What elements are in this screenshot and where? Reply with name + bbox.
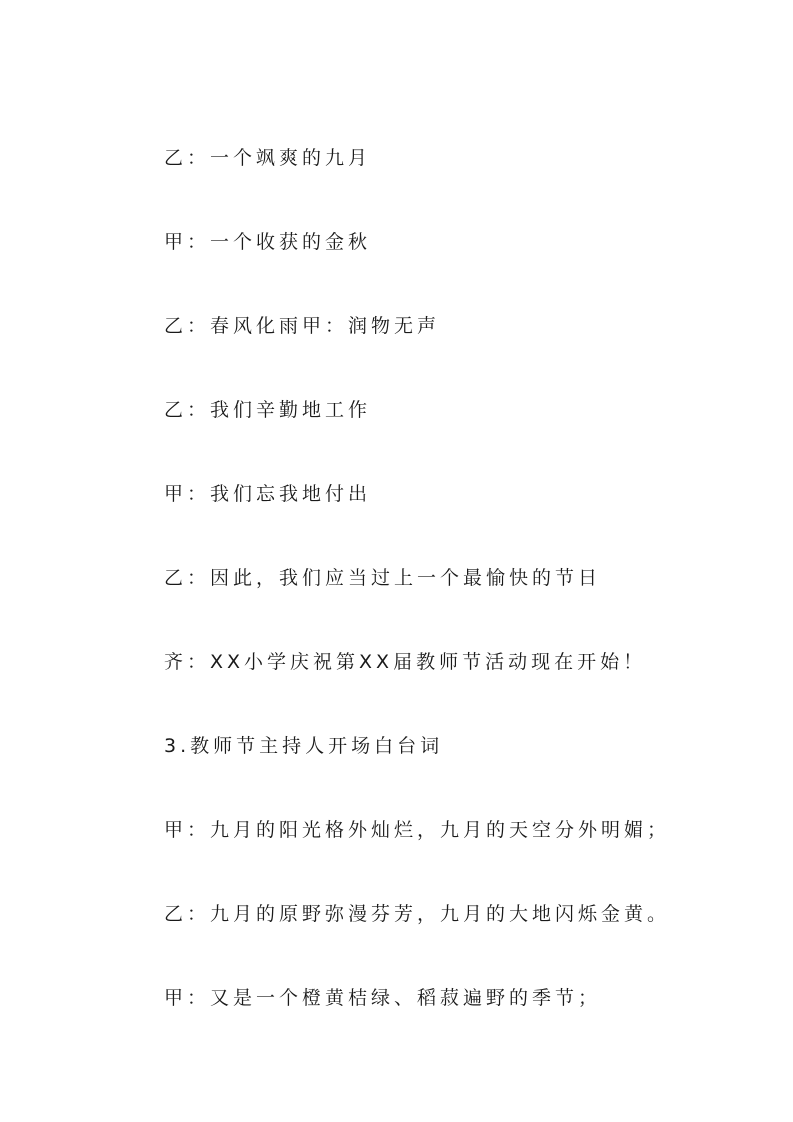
script-line: 甲：九月的阳光格外灿烂，九月的天空分外明媚；: [164, 819, 671, 841]
script-line: 乙：一个飒爽的九月: [164, 147, 372, 169]
closing-announcement: 齐：XX小学庆祝第XX届教师节活动现在开始！: [164, 651, 647, 673]
script-line: 甲：我们忘我地付出: [164, 483, 372, 505]
script-line: 甲：又是一个橙黄桔绿、稻菽遍野的季节；: [164, 987, 602, 1009]
section-heading: 3.教师节主持人开场白台词: [164, 735, 444, 757]
script-line: 甲：一个收获的金秋: [164, 231, 372, 253]
script-line: 乙：因此，我们应当过上一个最愉快的节日: [164, 567, 602, 589]
script-line: 乙：我们辛勤地工作: [164, 399, 372, 421]
script-line: 乙：春风化雨甲：润物无声: [164, 315, 441, 337]
script-line: 乙：九月的原野弥漫芬芳，九月的大地闪烁金黄。: [164, 903, 671, 925]
